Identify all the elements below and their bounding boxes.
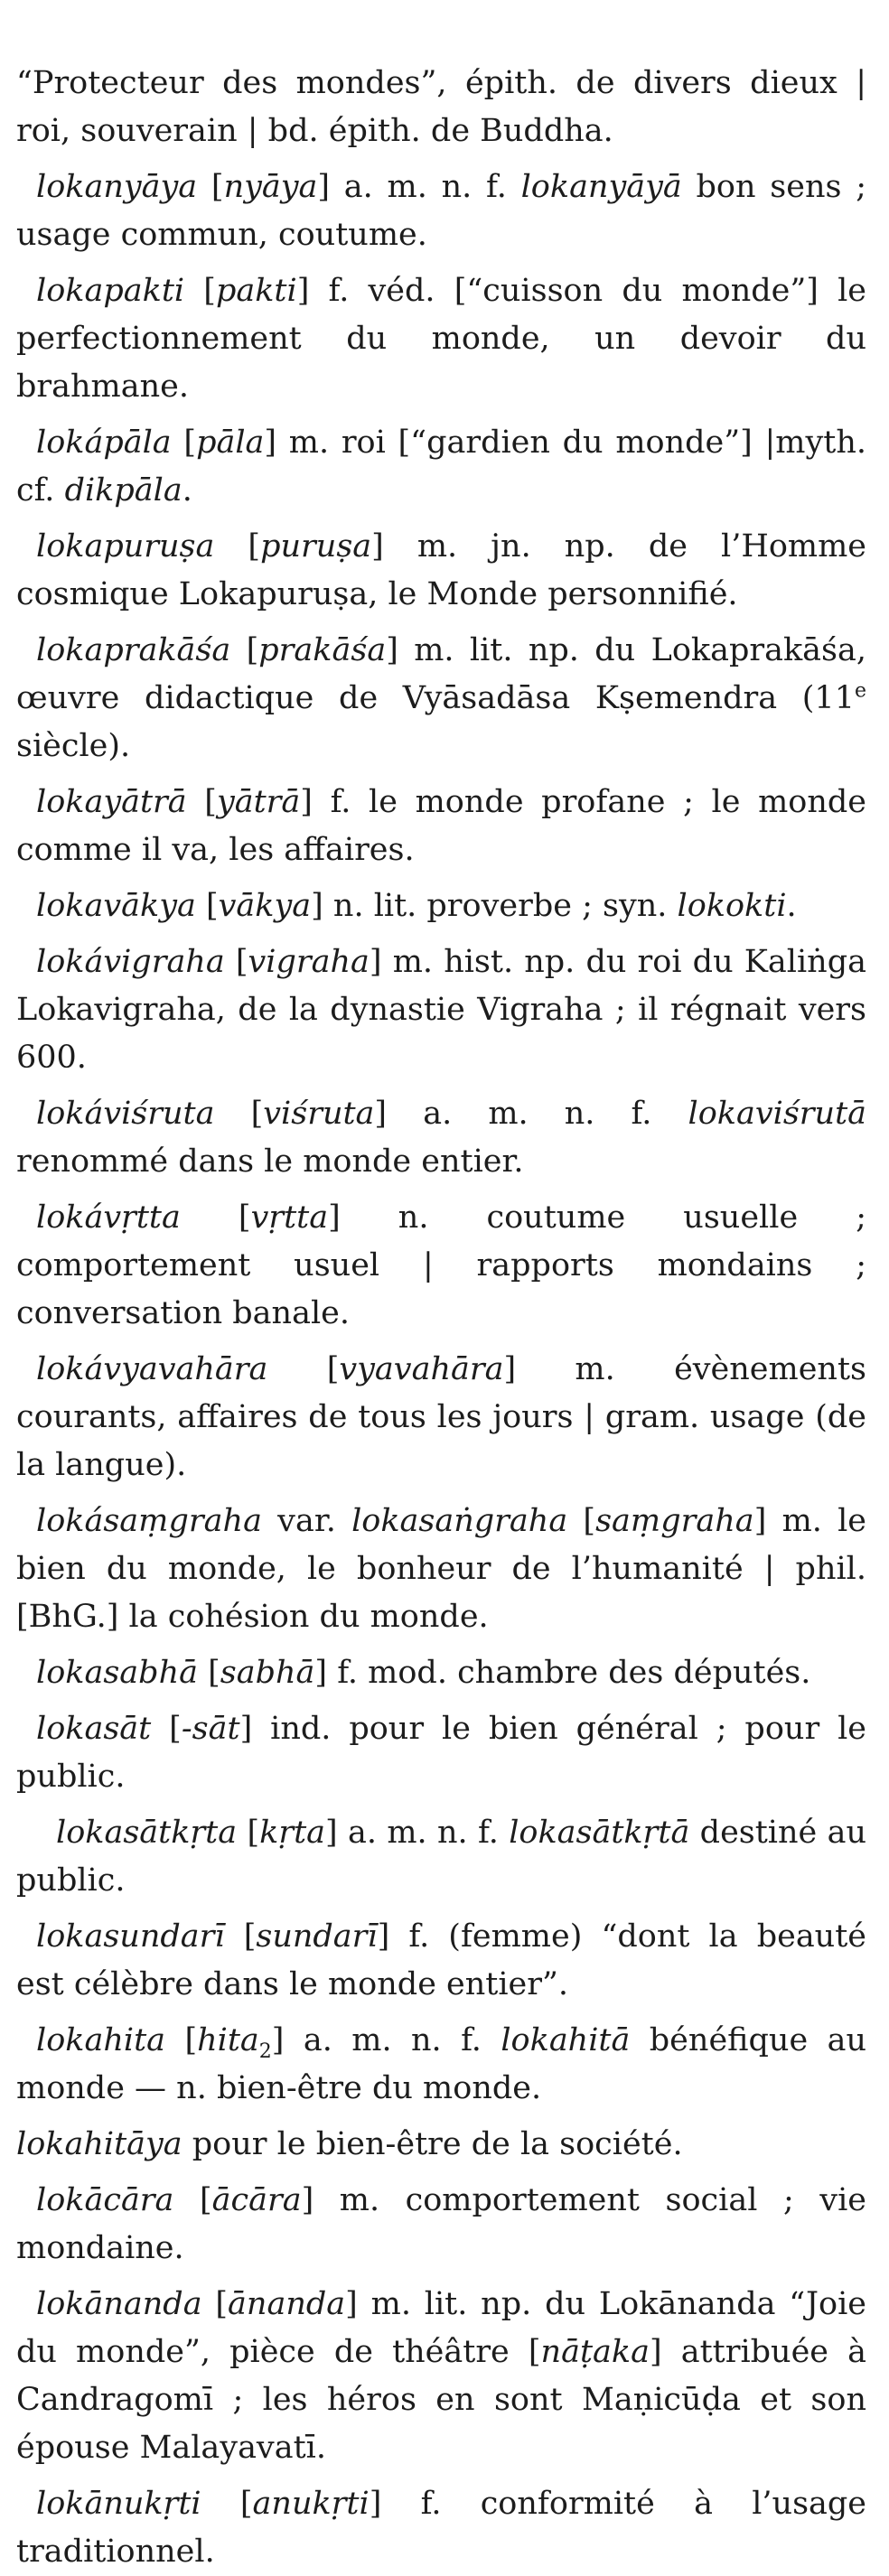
headword: lokapakti	[36, 273, 185, 309]
entry-text: ] attribuée à Candragomī ; les héros en sont Maṇicūḍa et son épouse Malayavatī.	[16, 2334, 866, 2466]
italic-term: -sāt	[181, 1711, 240, 1747]
entry-text: bon sens ; usage commun, coutume.	[16, 169, 866, 253]
dictionary-entry	[16, 2121, 866, 2169]
italic-term: lokokti	[677, 888, 787, 924]
dictionary-entry	[16, 1194, 866, 1338]
entry-text: ] m. évènements courants, affaires de tous les jours | gram. usage (de la langue).	[16, 1351, 866, 1483]
italic-term: vṛtta	[250, 1199, 329, 1236]
entry-text: renommé dans le monde entier.	[16, 1143, 524, 1180]
italic-term: viśruta	[263, 1096, 375, 1132]
headword: lokápāla	[36, 425, 172, 461]
headword: lokācāra	[36, 2182, 174, 2218]
headword: lokapuruṣa	[36, 528, 215, 565]
entry-text: [	[214, 1096, 264, 1132]
entry-text: “Protecteur des mondes”, épith. de divers dieux | roi, souverain | bd. épith. de Buddha.	[16, 65, 866, 149]
italic-term: yātrā	[216, 784, 301, 820]
entry-text: ] a. m. n. f.	[374, 1096, 688, 1132]
entry-text: ] m. jn. np. de l’Homme cosmique Lokapuruṣa, le Monde personnifié.	[16, 528, 867, 612]
headword: lokānanda	[36, 2286, 202, 2322]
italic-term: sundarī	[256, 1918, 378, 1955]
italic-term: nāṭaka	[540, 2334, 650, 2370]
entry-text: [	[180, 1199, 251, 1236]
dictionary-entry	[16, 1705, 866, 1801]
entry-text: pour le bien-être de la société.	[182, 2126, 683, 2162]
entry-text: ] m. lit. np. du Lokaprakāśa, œuvre didactique de Vyāsadāsa Kṣemendra (11	[16, 632, 866, 716]
italic-term: vākya	[218, 888, 312, 924]
dictionary-entry	[16, 419, 866, 515]
entry-text: [	[197, 1655, 220, 1691]
entry-text: [	[151, 1711, 182, 1747]
entry-text: ] f. le monde profane ; le monde comme il va, les affaires.	[16, 784, 867, 868]
entry-text: [	[237, 1815, 260, 1851]
entry-text: .	[182, 472, 192, 509]
italic-term: vyavahāra	[339, 1351, 504, 1387]
entry-text: [	[224, 1918, 257, 1955]
entry-text: ] m. comportement social ; vie mondaine.	[16, 2182, 866, 2266]
italic-term: kṛta	[259, 1815, 325, 1851]
headword: lokasāt	[36, 1711, 152, 1747]
entry-text: ] n. coutume usuelle ; comportement usuel | rapports mondains ; conversation banale.	[16, 1199, 866, 1331]
italic-term: ānanda	[228, 2286, 346, 2322]
headword: lokávyavahāra	[36, 1351, 268, 1387]
italic-term: puruṣa	[260, 528, 372, 565]
entry-text: destiné au public.	[16, 1815, 867, 1899]
entry-text: siècle).	[16, 728, 131, 764]
dictionary-entry	[16, 1090, 866, 1186]
entry-text: [	[184, 273, 216, 309]
entry-text: [	[214, 528, 261, 565]
italic-term: lokasātkṛtā	[509, 1815, 690, 1851]
headword: lokásaṃgraha	[36, 1503, 262, 1539]
entry-text: ] n. lit. proverbe ; syn.	[311, 888, 678, 924]
dictionary-entry	[16, 882, 866, 930]
dictionary-entry	[16, 2281, 866, 2472]
entry-text: [	[171, 425, 197, 461]
dictionary-entry	[16, 2017, 866, 2113]
headword: lokahita	[36, 2022, 166, 2058]
entry-text: ] f. conformité à l’usage traditionnel.	[16, 2486, 867, 2570]
headword: lokaprakāśa	[36, 632, 231, 668]
entry-text: [	[224, 944, 248, 980]
entry-text: ] ind. pour le bien général ; pour le public.	[16, 1711, 867, 1795]
entry-text: ] f. véd. [“cuisson du monde”] le perfectionnement du monde, un devoir du brahmane.	[16, 273, 867, 405]
dictionary-entry	[16, 60, 866, 155]
dictionary-entry	[16, 1913, 866, 2009]
headword: lokavākya	[36, 888, 196, 924]
entry-text: [	[165, 2022, 198, 2058]
entry-text: [	[567, 1503, 596, 1539]
dictionary-entry	[16, 938, 866, 1082]
italic-term: sabhā	[220, 1655, 315, 1691]
italic-term: saṃgraha	[595, 1503, 754, 1539]
entry-text: [	[230, 632, 259, 668]
italic-term: prakāśa	[258, 632, 387, 668]
dictionary-entry	[16, 1346, 866, 1489]
entry-text: bénéfique au monde — n. bien-être du monde.	[16, 2022, 866, 2106]
italic-term: anukṛti	[252, 2486, 370, 2522]
dictionary-entry	[16, 523, 866, 619]
dictionary-entry	[16, 1809, 866, 1905]
entry-text: ] m. le bien du monde, le bonheur de l’humanité | phil. [BhG.] la cohésion du monde.	[16, 1503, 867, 1635]
entry-text: ] a. m. n. f.	[271, 2022, 501, 2058]
headword: lokasabhā	[36, 1655, 198, 1691]
italic-term: lokaviśrutā	[688, 1096, 867, 1132]
headword: lokānukṛti	[36, 2486, 201, 2522]
dictionary-entry	[16, 627, 866, 770]
entry-text: ] a. m. n. f.	[325, 1815, 510, 1851]
italic-term: ācāra	[211, 2182, 302, 2218]
dictionary-entry	[16, 2177, 866, 2273]
entry-text: ] m. hist. np. du roi du Kaliṅga Lokavigraha, de la dynastie Vigraha ; il régnait vers 600.	[16, 944, 866, 1076]
entry-text: .	[786, 888, 797, 924]
headword: lokasundarī	[36, 1918, 225, 1955]
entry-text: ] m. lit. np. du Lokānanda “Joie du monde”, pièce de théâtre [	[16, 2286, 866, 2370]
entry-text: ] m. roi [“gardien du monde”] |myth. cf.	[16, 425, 866, 509]
italic-term: hita	[197, 2022, 259, 2058]
superscript: e	[854, 679, 866, 703]
entry-text: [	[197, 169, 224, 205]
italic-term: lokasaṅgraha	[351, 1503, 568, 1539]
entry-text: var.	[261, 1503, 352, 1539]
headword: lokávṛtta	[36, 1199, 181, 1236]
headword: lokanyāya	[36, 169, 198, 205]
italic-term: lokanyāyā	[520, 169, 682, 205]
entry-text: ] f. mod. chambre des députés.	[314, 1655, 811, 1691]
entry-text: [	[173, 2182, 212, 2218]
entry-text: [	[201, 2486, 253, 2522]
headword: lokahitāya	[16, 2126, 182, 2162]
italic-term: nyāya	[223, 169, 318, 205]
entry-text: ] f. (femme) “dont la beauté est célèbre dans le monde entier”.	[16, 1918, 867, 2002]
dictionary-entry	[16, 1498, 866, 1641]
italic-term: pakti	[215, 273, 297, 309]
entry-text: [	[186, 784, 217, 820]
entry-text: [	[267, 1351, 340, 1387]
dictionary-entry	[16, 267, 866, 411]
dictionary-entry	[16, 163, 866, 259]
headword: lokávigraha	[36, 944, 225, 980]
dictionary-entry	[16, 1649, 866, 1697]
entry-text: [	[195, 888, 219, 924]
italic-term: lokahitā	[501, 2022, 631, 2058]
dictionary-entry	[16, 2480, 866, 2576]
headword: lokasātkṛta	[56, 1815, 238, 1851]
headword: lokayātrā	[36, 784, 187, 820]
dictionary-entry	[16, 779, 866, 874]
subscript: 2	[258, 2040, 272, 2063]
italic-term: dikpāla	[64, 472, 182, 509]
entry-text: ] a. m. n. f.	[317, 169, 521, 205]
entry-text: [	[201, 2286, 229, 2322]
headword: lokáviśruta	[36, 1096, 215, 1132]
italic-term: vigraha	[248, 944, 370, 980]
italic-term: pāla	[196, 425, 265, 461]
